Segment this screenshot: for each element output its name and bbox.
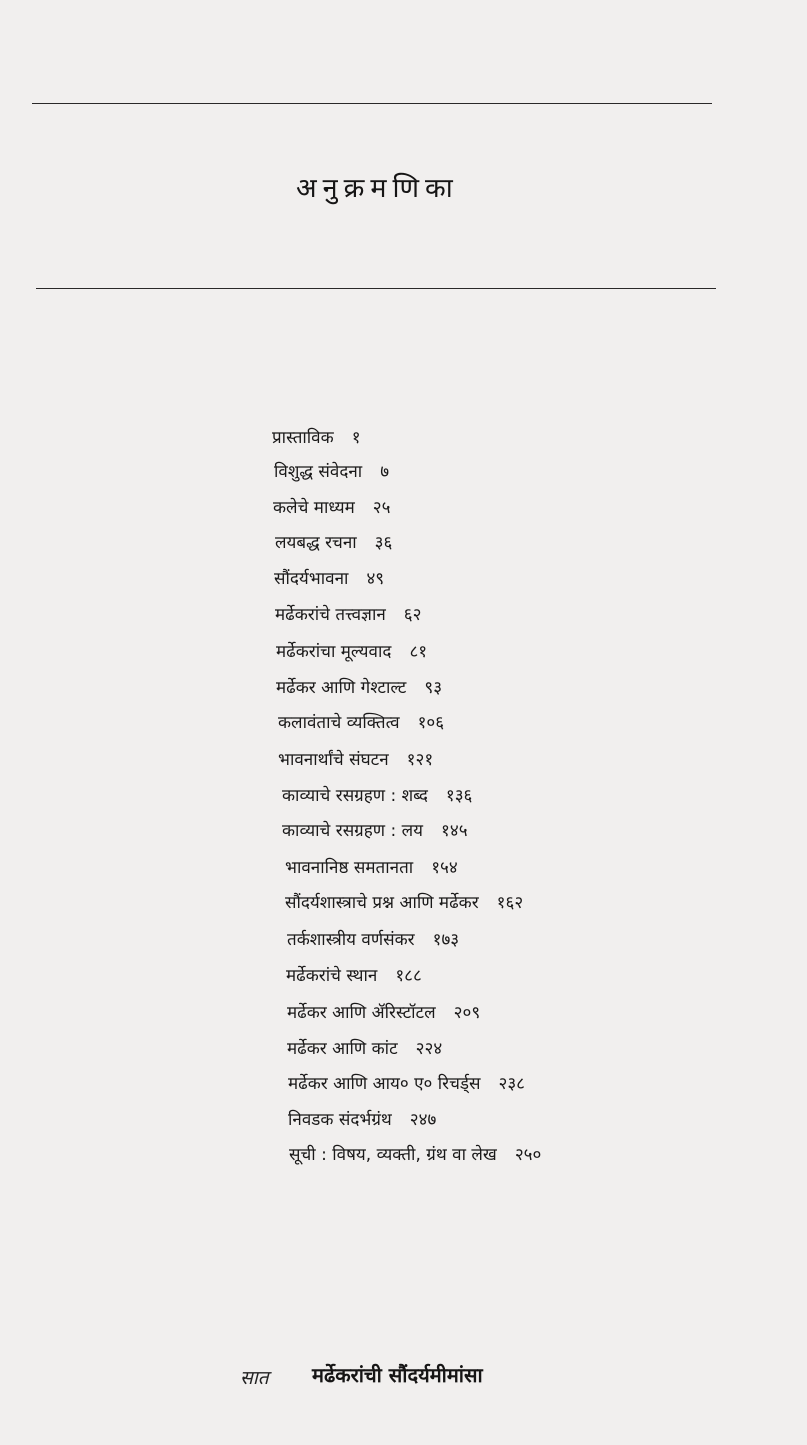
toc-entry-page: २५० [514, 1145, 542, 1165]
footer-book-title: मर्ढेकरांची सौंदर्यमीमांसा [312, 1363, 483, 1387]
toc-entry-page: १३६ [445, 786, 473, 806]
toc-entry-title: कलावंताचे व्यक्तित्व [278, 713, 400, 733]
toc-entry [276, 641, 427, 663]
toc-entry [282, 785, 472, 807]
toc-entry-page: १०६ [417, 713, 445, 733]
toc-entry-page: २३८ [498, 1074, 526, 1094]
toc-entry [288, 1109, 436, 1131]
toc-entry-page: ३६ [374, 533, 393, 553]
toc-entry-page: ९३ [424, 678, 443, 698]
toc-entry-title: भावनार्थांचे संघटन [278, 750, 389, 770]
toc-entry-title: सौंदर्यशास्त्राचे प्रश्न आणि मर्ढेकर [285, 893, 479, 913]
toc-entry-title: सौंदर्यभावना [274, 569, 349, 589]
toc-entry [275, 604, 421, 626]
toc-entry [285, 892, 523, 914]
footer-page-number: सात [240, 1367, 269, 1389]
toc-entry-page: २५ [372, 498, 391, 518]
toc-entry-title: विशुद्ध संवेदना [274, 462, 363, 482]
toc-entry-page: ६२ [403, 605, 422, 625]
toc-entry [287, 1002, 480, 1024]
toc-entry [288, 1073, 525, 1095]
toc-entry-title: निवडक संदर्भग्रंथ [288, 1110, 392, 1130]
toc-entry [273, 497, 390, 519]
toc-entry-page: ४९ [366, 569, 385, 589]
toc-entry-page: २०९ [453, 1003, 481, 1023]
toc-entry-page: ८१ [409, 642, 428, 662]
toc-entry-title: मर्ढेकर आणि ॲरिस्टॉटल [287, 1003, 436, 1023]
toc-entry-title: मर्ढेकर आणि आय० ए० रिचर्ड्स [288, 1074, 481, 1094]
toc-entry-title: मर्ढेकरांचे स्थान [286, 966, 378, 986]
toc-entry-page: १८८ [395, 966, 422, 986]
toc-entry [274, 461, 389, 483]
toc-entry-title: मर्ढेकरांचे तत्त्वज्ञान [275, 605, 386, 625]
toc-entry [274, 568, 384, 590]
toc-entry [286, 965, 422, 987]
toc-entry-page: १२१ [406, 750, 434, 770]
toc-entry-title: काव्याचे रसग्रहण : लय [282, 821, 424, 841]
toc-entry-title: तर्कशास्त्रीय वर्णसंकर [287, 930, 415, 950]
toc-entry [272, 427, 361, 449]
toc-entry [275, 532, 392, 554]
toc-entry [285, 857, 458, 879]
page-title: अनुक्रमणिका [296, 173, 459, 204]
toc-entry-page: २२४ [415, 1039, 443, 1059]
toc-entry-page: १४५ [441, 821, 468, 841]
toc-entry-title: कलेचे माध्यम [273, 498, 355, 518]
toc-entry-title: मर्ढेकरांचा मूल्यवाद [276, 642, 392, 662]
toc-entry-page: १५४ [431, 858, 458, 878]
toc-entry [276, 677, 442, 699]
toc-entry-title: भावनानिष्ठ समतानता [285, 858, 414, 878]
toc-entry-page: १ [351, 428, 361, 448]
toc-entry-page: १७३ [432, 930, 460, 950]
toc-entry-title: सूची : विषय, व्यक्ती, ग्रंथ वा लेख [289, 1145, 497, 1165]
toc-entry-title: मर्ढेकर आणि कांट [287, 1039, 398, 1059]
toc-entry [278, 749, 433, 771]
toc-entry-page: ७ [380, 462, 390, 482]
toc-entry [282, 820, 468, 842]
toc-entry-page: २४७ [409, 1110, 437, 1130]
toc-entry-page: १६२ [496, 893, 524, 913]
toc-entry-title: प्रास्ताविक [272, 428, 334, 448]
toc-entry-title: मर्ढेकर आणि गेश्टाल्ट [276, 678, 407, 698]
toc-entry-title: काव्याचे रसग्रहण : शब्द [282, 786, 428, 806]
toc-entry [287, 929, 459, 951]
toc-entry-title: लयबद्ध रचना [275, 533, 357, 553]
toc-entry [287, 1038, 442, 1060]
toc-entry [289, 1144, 541, 1166]
toc-entry [278, 712, 444, 734]
